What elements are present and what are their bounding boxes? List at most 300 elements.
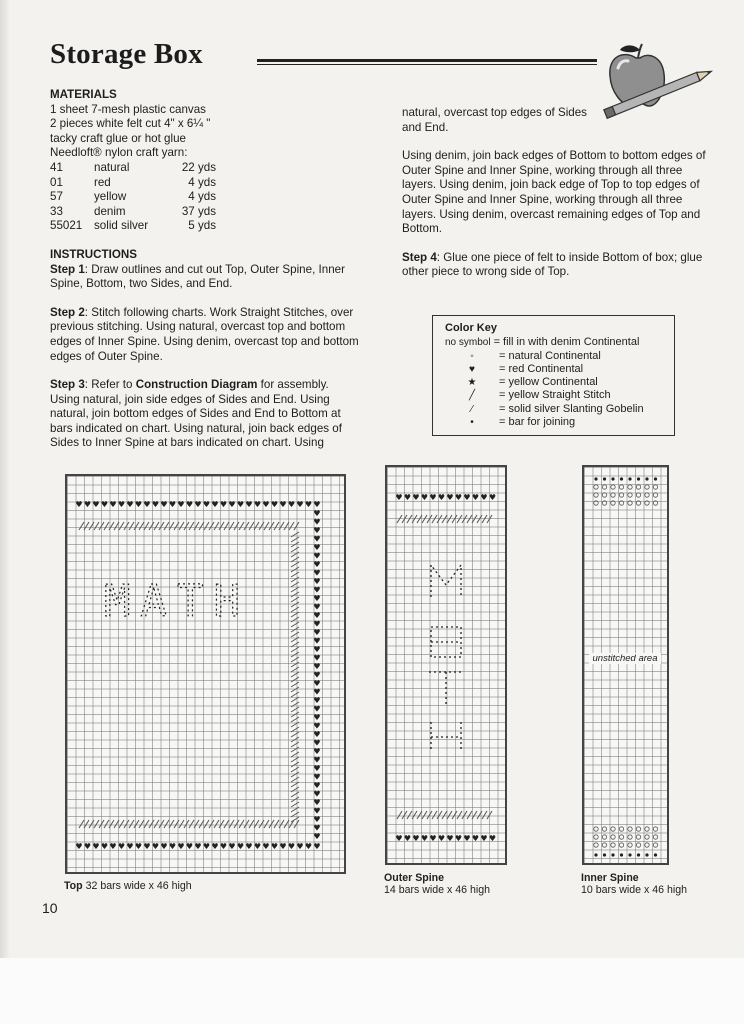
- natural-stitch: [611, 827, 615, 831]
- slant-stitch: [291, 672, 299, 677]
- slant-stitch: [89, 820, 94, 828]
- slant-stitch: [452, 515, 457, 523]
- heart-stitch: ♥: [313, 551, 321, 561]
- slant-stitch: [119, 522, 124, 530]
- key-text: = fill in with denim Continental: [493, 336, 640, 349]
- slant-stitch: [214, 820, 219, 828]
- heart-stitch: ♥: [313, 594, 321, 603]
- slant-stitch: [84, 820, 89, 828]
- natural-stitch: [636, 493, 640, 497]
- slant-stitch: [291, 757, 299, 762]
- natural-stitch: [611, 843, 615, 847]
- color-key-row: [445, 376, 674, 389]
- heart-stitch: ♥: [313, 560, 321, 569]
- slant-stitch: [291, 597, 299, 602]
- yarn-table: [50, 161, 216, 234]
- slant-stitch: [259, 522, 264, 530]
- heart-stitch: ♥: [109, 500, 117, 509]
- slant-stitch: [482, 811, 487, 819]
- slant-stitch: [274, 820, 279, 828]
- step-text: : Draw outlines and cut out Top, Outer Spine, Inner Spine, Bottom, two Sides, and End.: [50, 262, 345, 291]
- heart-stitch: ♥: [313, 679, 321, 688]
- page-title: Storage Box: [50, 38, 203, 70]
- slant-stitch: [189, 820, 194, 828]
- slant-stitch: [159, 522, 164, 530]
- heart-stitch: ♥: [117, 842, 126, 851]
- slant-stitch: [234, 820, 239, 828]
- slant-stitch: [291, 812, 299, 817]
- slant-stitch: [274, 522, 279, 530]
- natural-stitch: [611, 835, 615, 839]
- slant-stitch: [412, 515, 417, 523]
- slant-stitch: [289, 522, 294, 530]
- color-key-row: [445, 336, 674, 349]
- slant-stitch: [224, 820, 229, 828]
- color-key-row: [445, 403, 674, 416]
- yarn-color: denim: [94, 204, 126, 218]
- key-symbol: ★: [467, 377, 477, 389]
- yarn-row: [50, 219, 216, 234]
- step-label: Step 3: [50, 378, 85, 392]
- slant-stitch: [219, 522, 224, 530]
- slant-stitch: [291, 692, 299, 697]
- slant-stitch: [397, 515, 402, 523]
- slant-stitch: [407, 811, 412, 819]
- yarn-color: solid silver: [94, 219, 149, 233]
- heart-stitch: ♥: [437, 834, 446, 843]
- heart-stitch: ♥: [253, 500, 262, 509]
- slant-stitch: [104, 522, 109, 530]
- slant-stitch: [291, 592, 299, 597]
- heart-stitch: ♥: [262, 500, 270, 509]
- slant-stitch: [291, 662, 299, 667]
- slant-stitch: [249, 820, 254, 828]
- slant-stitch: [219, 820, 224, 828]
- slant-stitch: [487, 811, 492, 819]
- heart-stitch: ♥: [75, 842, 83, 851]
- heart-stitch: ♥: [313, 645, 321, 654]
- title-rule: [257, 59, 597, 65]
- heart-stitch: ♥: [287, 500, 296, 509]
- slant-stitch: [291, 632, 299, 637]
- heart-stitch: ♥: [313, 747, 321, 756]
- slant-stitch: [294, 820, 299, 828]
- natural-stitch: [594, 827, 598, 831]
- slant-stitch: [472, 515, 477, 523]
- slant-stitch: [279, 522, 284, 530]
- slant-stitch: [291, 792, 299, 797]
- yarn-row: [50, 176, 216, 191]
- slant-stitch: [149, 820, 154, 828]
- natural-stitch: [636, 835, 640, 839]
- yarn-yds: 37 yds: [181, 204, 216, 218]
- joining-bar-dot: [654, 853, 657, 856]
- heart-stitch: ♥: [488, 493, 497, 502]
- heart-stitch: ♥: [228, 500, 236, 509]
- slant-stitch: [291, 697, 299, 702]
- slant-stitch: [482, 515, 487, 523]
- step-4: [402, 251, 714, 280]
- heart-stitch: ♥: [480, 834, 488, 843]
- heart-stitch: ♥: [412, 493, 420, 502]
- step-label: Step 1: [50, 262, 85, 276]
- joining-bar-dot: [620, 853, 623, 856]
- slant-stitch: [291, 577, 299, 582]
- heart-stitch: ♥: [296, 842, 304, 851]
- heart-stitch: ♥: [296, 500, 304, 509]
- slant-stitch: [209, 820, 214, 828]
- yarn-yds: 5 yds: [188, 219, 216, 233]
- materials-line: 2 pieces white felt cut 4" x 6¼ ": [50, 117, 211, 131]
- heart-stitch: ♥: [313, 738, 321, 748]
- slant-stitch: [291, 652, 299, 657]
- slant-stitch: [291, 797, 299, 802]
- page-gutter: [0, 0, 10, 958]
- slant-stitch: [402, 515, 407, 523]
- heart-stitch: ♥: [463, 834, 471, 843]
- joining-bar-dot: [628, 853, 631, 856]
- joining-bar-dot: [628, 477, 631, 480]
- heart-stitch: ♥: [471, 834, 480, 843]
- color-key-row: [445, 416, 674, 429]
- slant-stitch: [487, 515, 492, 523]
- slant-stitch: [199, 820, 204, 828]
- inner-spine-stitches: [584, 467, 671, 867]
- slant-stitch: [422, 515, 427, 523]
- heart-stitch: ♥: [134, 500, 143, 509]
- unstitched-area-label: unstitched area: [589, 653, 661, 664]
- heart-stitch: ♥: [211, 842, 219, 851]
- heart-stitch: ♥: [168, 500, 177, 509]
- natural-stitch: [628, 835, 632, 839]
- natural-stitch: [594, 501, 598, 505]
- slant-stitch: [139, 522, 144, 530]
- slant-stitch: [447, 811, 452, 819]
- natural-stitch: [619, 827, 623, 831]
- heart-stitch: ♥: [126, 842, 134, 851]
- natural-stitch: [653, 485, 657, 489]
- key-symbol: ⁄: [471, 403, 473, 415]
- slant-stitch: [291, 802, 299, 807]
- heart-stitch: ♥: [420, 493, 429, 502]
- slant-stitch: [119, 820, 124, 828]
- step-3-continued: natural, overcast top edges of Sides and End.: [402, 106, 587, 134]
- heart-stitch: ♥: [313, 798, 321, 807]
- joining-bar-dot: [637, 477, 640, 480]
- heart-stitch: ♥: [313, 500, 321, 509]
- natural-stitch: [645, 827, 649, 831]
- slant-stitch: [179, 522, 184, 530]
- heart-stitch: ♥: [429, 834, 437, 843]
- slant-stitch: [467, 811, 472, 819]
- right-column: [402, 106, 714, 294]
- heart-stitch: ♥: [143, 842, 151, 851]
- slant-stitch: [291, 702, 299, 707]
- slant-stitch: [164, 820, 169, 828]
- slant-stitch: [244, 820, 249, 828]
- step-3-assembly: Using denim, join back edges of Bottom to bottom edges of Outer Spine and Inner Spine, working through all three layers. Using denim, join back edge of Top to top edges of Outer Spine and Inner Spine, working through all three layers. Using denim, overcast remaining edges of Top and Bottom.: [402, 149, 706, 236]
- natural-stitch: [619, 493, 623, 497]
- heart-stitch: ♥: [83, 842, 92, 851]
- slant-stitch: [291, 602, 299, 607]
- heart-stitch: ♥: [313, 602, 321, 612]
- slant-stitch: [234, 522, 239, 530]
- joining-bar-dot: [594, 477, 597, 480]
- heart-stitch: ♥: [313, 585, 321, 595]
- heart-stitch: ♥: [262, 842, 270, 851]
- slant-stitch: [291, 532, 299, 537]
- heart-stitch: ♥: [313, 842, 321, 851]
- natural-stitch: [594, 835, 598, 839]
- heart-stitch: ♥: [228, 842, 236, 851]
- slant-stitch: [291, 612, 299, 617]
- slant-stitch: [79, 522, 84, 530]
- heart-stitch: ♥: [313, 509, 321, 518]
- top-chart-caption: [64, 880, 192, 892]
- natural-stitch: [611, 493, 615, 497]
- slant-stitch: [254, 820, 259, 828]
- yarn-code: 55021: [50, 219, 83, 233]
- heart-stitch: ♥: [177, 842, 185, 851]
- heart-stitch: ♥: [245, 500, 253, 509]
- natural-stitch: [628, 485, 632, 489]
- joining-bar-dot: [611, 477, 614, 480]
- natural-stitch: [594, 843, 598, 847]
- natural-stitch: [611, 501, 615, 505]
- slant-stitch: [99, 522, 104, 530]
- heart-stitch: ♥: [313, 823, 321, 833]
- slant-stitch: [264, 820, 269, 828]
- inner-spine-chart: [582, 465, 669, 865]
- heart-stitch: ♥: [236, 842, 245, 851]
- heart-stitch: ♥: [313, 772, 321, 782]
- top-chart-stitches: [67, 476, 348, 876]
- slant-stitch: [239, 820, 244, 828]
- top-chart: [65, 474, 346, 874]
- slant-stitch: [291, 557, 299, 562]
- key-text: = solid silver Slanting Gobelin: [499, 402, 644, 415]
- key-symbol: no symbol: [445, 337, 491, 349]
- natural-stitch: [602, 485, 606, 489]
- heart-stitch: ♥: [313, 534, 321, 544]
- step-2: [50, 306, 360, 364]
- slant-stitch: [291, 677, 299, 682]
- key-text: = yellow Straight Stitch: [499, 389, 611, 402]
- slant-stitch: [407, 515, 412, 523]
- heart-stitch: ♥: [219, 500, 228, 509]
- step-text: : Stitch following charts. Work Straight Stitches, over previous stitching. Using natural, overcast top and bottom edges of Inner Spine. Using denim, overcast top and bottom edges of Outer Spine.: [50, 305, 359, 363]
- slant-stitch: [291, 707, 299, 712]
- heart-stitch: ♥: [126, 500, 134, 509]
- slant-stitch: [417, 811, 422, 819]
- materials-line: 1 sheet 7-mesh plastic canvas: [50, 102, 206, 116]
- natural-stitch: [645, 501, 649, 505]
- slant-stitch: [291, 747, 299, 752]
- heart-stitch: ♥: [134, 842, 143, 851]
- slant-stitch: [291, 667, 299, 672]
- slant-stitch: [291, 807, 299, 812]
- slant-stitch: [477, 515, 482, 523]
- slant-stitch: [94, 820, 99, 828]
- step-3: [50, 378, 360, 451]
- natural-stitch: [602, 827, 606, 831]
- slant-stitch: [264, 522, 269, 530]
- heart-stitch: ♥: [194, 842, 202, 851]
- step-label: Step 2: [50, 305, 85, 319]
- slant-stitch: [291, 637, 299, 642]
- heart-stitch: ♥: [270, 842, 279, 851]
- slant-stitch: [269, 522, 274, 530]
- natural-stitch: [602, 835, 606, 839]
- heart-stitch: ♥: [446, 834, 454, 843]
- key-symbol: ╱: [468, 390, 476, 402]
- key-symbol: ♥: [469, 363, 475, 375]
- slant-stitch: [442, 811, 447, 819]
- slant-stitch: [224, 522, 229, 530]
- slant-stitch: [109, 522, 114, 530]
- heart-stitch: ♥: [313, 568, 321, 578]
- natural-stitch: [619, 501, 623, 505]
- chart-size: 14 bars wide x 46 high: [384, 884, 491, 896]
- heart-stitch: ♥: [313, 781, 321, 790]
- slant-stitch: [194, 522, 199, 530]
- natural-stitch: [645, 843, 649, 847]
- slant-stitch: [229, 522, 234, 530]
- heart-stitch: ♥: [313, 611, 321, 620]
- yarn-code: 01: [50, 175, 63, 189]
- heart-stitch: ♥: [454, 834, 463, 843]
- slant-stitch: [154, 522, 159, 530]
- slant-stitch: [427, 515, 432, 523]
- diagram-reference: Construction Diagram: [135, 378, 258, 392]
- joining-bar-dot: [603, 853, 606, 856]
- slant-stitch: [94, 522, 99, 530]
- heart-stitch: ♥: [313, 815, 321, 824]
- natural-stitch: [628, 493, 632, 497]
- heart-stitch: ♥: [151, 500, 160, 509]
- natural-stitch: [653, 493, 657, 497]
- heart-stitch: ♥: [446, 493, 454, 502]
- natural-stitch: [636, 843, 640, 847]
- slant-stitch: [291, 587, 299, 592]
- key-symbol: •: [470, 417, 474, 429]
- slant-stitch: [204, 522, 209, 530]
- heart-stitch: ♥: [313, 713, 321, 722]
- slant-stitch: [294, 522, 299, 530]
- slant-stitch: [291, 542, 299, 547]
- slant-stitch: [291, 732, 299, 737]
- natural-stitch: [653, 843, 657, 847]
- heart-stitch: ♥: [313, 755, 321, 765]
- scan-background: [0, 958, 744, 1024]
- slant-stitch: [79, 820, 84, 828]
- slant-stitch: [422, 811, 427, 819]
- slant-stitch: [291, 552, 299, 557]
- heart-stitch: ♥: [313, 662, 321, 671]
- yarn-code: 33: [50, 204, 63, 218]
- slant-stitch: [194, 820, 199, 828]
- heart-stitch: ♥: [219, 842, 228, 851]
- heart-stitch: ♥: [287, 842, 296, 851]
- slant-stitch: [189, 522, 194, 530]
- instructions-heading: INSTRUCTIONS: [50, 247, 137, 261]
- top-chart-word: MATH: [104, 576, 250, 627]
- step-text: : Glue one piece of felt to inside Bottom of box; glue other piece to wrong side of Top.: [402, 250, 703, 279]
- yarn-yds: 4 yds: [188, 190, 216, 204]
- slant-stitch: [284, 522, 289, 530]
- color-key-row: [445, 363, 674, 376]
- heart-stitch: ♥: [143, 500, 151, 509]
- heart-stitch: ♥: [313, 832, 321, 841]
- slant-stitch: [129, 522, 134, 530]
- slant-stitch: [291, 737, 299, 742]
- heart-stitch: ♥: [454, 493, 463, 502]
- slant-stitch: [442, 515, 447, 523]
- chart-name: Inner Spine: [581, 872, 639, 884]
- joining-bar-dot: [611, 853, 614, 856]
- slant-stitch: [462, 811, 467, 819]
- heart-stitch: ♥: [480, 493, 488, 502]
- slant-stitch: [452, 811, 457, 819]
- slant-stitch: [291, 742, 299, 747]
- natural-stitch: [611, 485, 615, 489]
- heart-stitch: ♥: [211, 500, 219, 509]
- slant-stitch: [291, 572, 299, 577]
- heart-stitch: ♥: [160, 842, 168, 851]
- slant-stitch: [291, 722, 299, 727]
- natural-stitch: [594, 493, 598, 497]
- slant-stitch: [254, 522, 259, 530]
- heart-stitch: ♥: [236, 500, 245, 509]
- slant-stitch: [259, 820, 264, 828]
- slant-stitch: [291, 657, 299, 662]
- step-label: Step 4: [402, 250, 437, 264]
- heart-stitch: ♥: [403, 493, 412, 502]
- yarn-row: [50, 190, 216, 205]
- heart-stitch: ♥: [313, 526, 321, 535]
- joining-bar-dot: [645, 477, 648, 480]
- slant-stitch: [164, 522, 169, 530]
- slant-stitch: [291, 787, 299, 792]
- natural-stitch: [653, 501, 657, 505]
- heart-stitch: ♥: [313, 517, 321, 527]
- key-symbol: ◦: [470, 350, 474, 362]
- slant-stitch: [169, 820, 174, 828]
- yarn-yds: 4 yds: [188, 175, 216, 189]
- slant-stitch: [467, 515, 472, 523]
- natural-stitch: [602, 493, 606, 497]
- slant-stitch: [291, 617, 299, 622]
- slant-stitch: [174, 522, 179, 530]
- outer-spine-letters: [429, 565, 463, 752]
- color-key-row: [445, 350, 674, 363]
- heart-stitch: ♥: [313, 721, 321, 731]
- heart-stitch: ♥: [253, 842, 262, 851]
- color-key: [432, 315, 675, 436]
- key-text: = natural Continental: [499, 349, 601, 362]
- slant-stitch: [134, 522, 139, 530]
- slant-stitch: [249, 522, 254, 530]
- slant-stitch: [149, 522, 154, 530]
- slant-stitch: [174, 820, 179, 828]
- slant-stitch: [239, 522, 244, 530]
- heart-stitch: ♥: [313, 577, 321, 586]
- heart-stitch: ♥: [202, 500, 211, 509]
- slant-stitch: [284, 820, 289, 828]
- yarn-code: 57: [50, 190, 63, 204]
- heart-stitch: ♥: [270, 500, 279, 509]
- slant-stitch: [129, 820, 134, 828]
